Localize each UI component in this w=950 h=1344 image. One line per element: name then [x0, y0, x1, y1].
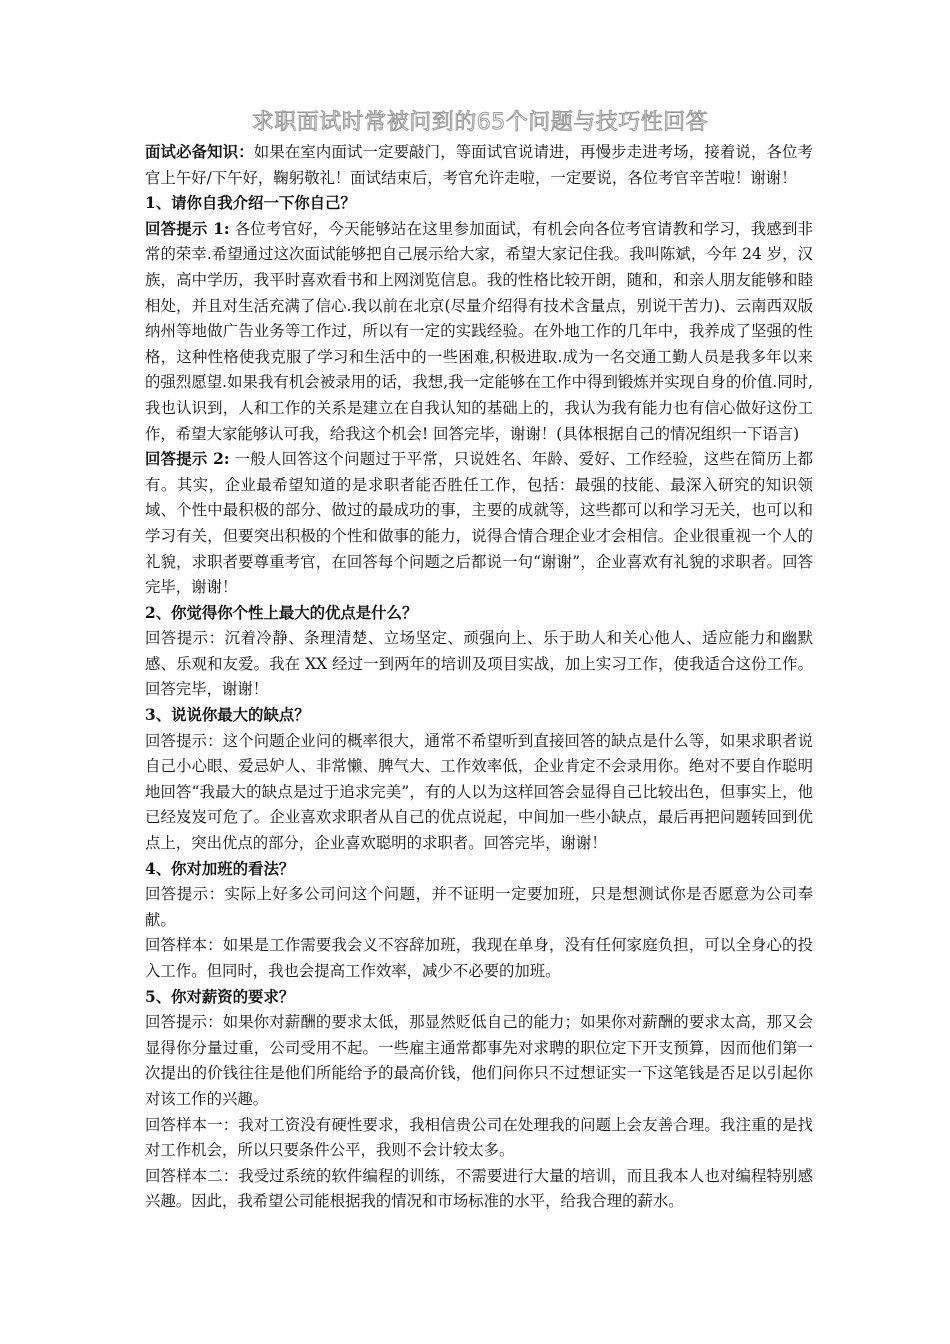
q1-tip1: [145, 217, 813, 447]
q5-sample1: 回答样本一：我对工资没有硬性要求，我相信贵公司在处理我的问题上会友善合理。我注重的是找对工作机会，所以只要条件公平，我则不会计较太多。: [145, 1115, 813, 1160]
q2-heading: 2、你觉得你个性上最大的优点是什么？: [145, 603, 418, 622]
q1-tip1-label: 回答提示 1:: [145, 219, 230, 238]
q1-tip1-text: 各位考官好，今天能够站在这里参加面试，有机会向各位考官请教和学习，我感到非常的荣幸.希望通过这次面试能够把自己展示给大家，希望大家记住我。我叫陈斌，今年 24 岁，汉族，高中学历，我平时喜欢看书和上网浏览信息。我的性格比较开朗，随和，和亲人朋友能够和睦相处，并且对生活充满了信心.我以前在北京(尽量介绍得有技术含量点，别说干苦力)、云南西双版纳州等地做广告业务等工作过，所以有一定的实践经验。在外地工作的几年中，我养成了坚强的性格，这种性格使我克服了学习和生活中的一些困难,积极进取.成为一名交通工勤人员是我多年以来的强烈愿望.如果我有机会被录用的话，我想,我一定能够在工作中得到锻炼并实现自身的价值.同时,我也认识到，人和工作的关系是建立在自我认知的基础上的，我认为我有能力也有信心做好这份工作，希望大家能够认可我，给我这个机会! 回答完毕，谢谢！(具体根据自己的情况组织一下语言): [145, 219, 813, 443]
document-page: [145, 108, 813, 1215]
q4-tip: 回答提示：实际上好多公司问这个问题，并不证明一定要加班，只是想测试你是否愿意为公司奉献。: [145, 885, 813, 929]
q5-sample2: 回答样本二：我受过系统的软件编程的训练，不需要进行大量的培训，而且我本人也对编程特别感兴趣。因此，我希望公司能根据我的情况和市场标准的水平，给我合理的薪水。: [145, 1166, 813, 1211]
q1-tip2-label: 回答提示 2:: [145, 450, 230, 469]
q3-tip: 回答提示：这个问题企业问的概率很大，通常不希望听到直接回答的缺点是什么等，如果求职者说自己小心眼、爱忌妒人、非常懒、脾气大、工作效率低，企业肯定不会录用你。绝对不要自作聪明地回答“我最大的缺点是过于追求完美”，有的人以为这样回答会显得自己比较出色，但事实上，他已经岌岌可危了。企业喜欢求职者从自己的优点说起，中间加一些小缺点，最后再把问题转回到优点上，突出优点的部分，企业喜欢聪明的求职者。回答完毕，谢谢！: [145, 731, 813, 853]
q1-heading: 1、请你自我介绍一下你自己？: [145, 194, 356, 213]
intro-label: 面试必备知识：: [145, 143, 254, 161]
q3-heading: 3、说说你最大的缺点？: [145, 706, 310, 725]
document-title: 求职面试时常被问到的65个问题与技巧性回答: [251, 110, 709, 135]
q5-tip: 回答提示：如果你对薪酬的要求太低，那显然贬低自己的能力；如果你对薪酬的要求太高，那又会显得你分量过重，公司受用不起。一些雇主通常都事先对求聘的职位定下开支预算，因而他们第一次提出的价钱往往是他们所能给予的最高价钱，他们问你只不过想证实一下这笔钱是否足以引起你对该工作的兴趣。: [145, 1013, 813, 1108]
q5-heading: 5、你对薪资的要求？: [145, 987, 295, 1006]
intro-paragraph: [145, 140, 813, 191]
q1-tip2: [145, 447, 813, 601]
q4-sample: 回答样本：如果是工作需要我会义不容辞加班，我现在单身，没有任何家庭负担，可以全身心的投入工作。但同时，我也会提高工作效率，减少不必要的加班。: [145, 936, 813, 980]
q1-tip2-text: 一般人回答这个问题过于平常，只说姓名、年龄、爱好、工作经验，这些在简历上都有。其实，企业最希望知道的是求职者能否胜任工作，包括：最强的技能、最深入研究的知识领域、个性中最积极的部分、做过的最成功的事，主要的成就等，这些都可以和学习无关，也可以和学习有关，但要突出积极的个性和做事的能力，说得合情合理企业才会相信。企业很重视一个人的礼貌，求职者要尊重考官，在回答每个问题之后都说一句“谢谢”，企业喜欢有礼貌的求职者。回答完毕，谢谢！: [145, 450, 813, 597]
intro-text: 如果在室内面试一定要敲门，等面试官说请进，再慢步走进考场，接着说，各位考官上午好/下午好，鞠躬敬礼！面试结束后，考官允许走啦，一定要说，各位考官辛苦啦！谢谢！: [145, 143, 813, 187]
q2-tip: 回答提示：沉着冷静、条理清楚、立场坚定、顽强向上、乐于助人和关心他人、适应能力和幽默感、乐观和友爱。我在 XX 经过一到两年的培训及项目实战，加上实习工作，使我适合这份工作。回答完毕，谢谢！: [145, 629, 813, 699]
q4-heading: 4、你对加班的看法？: [145, 859, 295, 878]
